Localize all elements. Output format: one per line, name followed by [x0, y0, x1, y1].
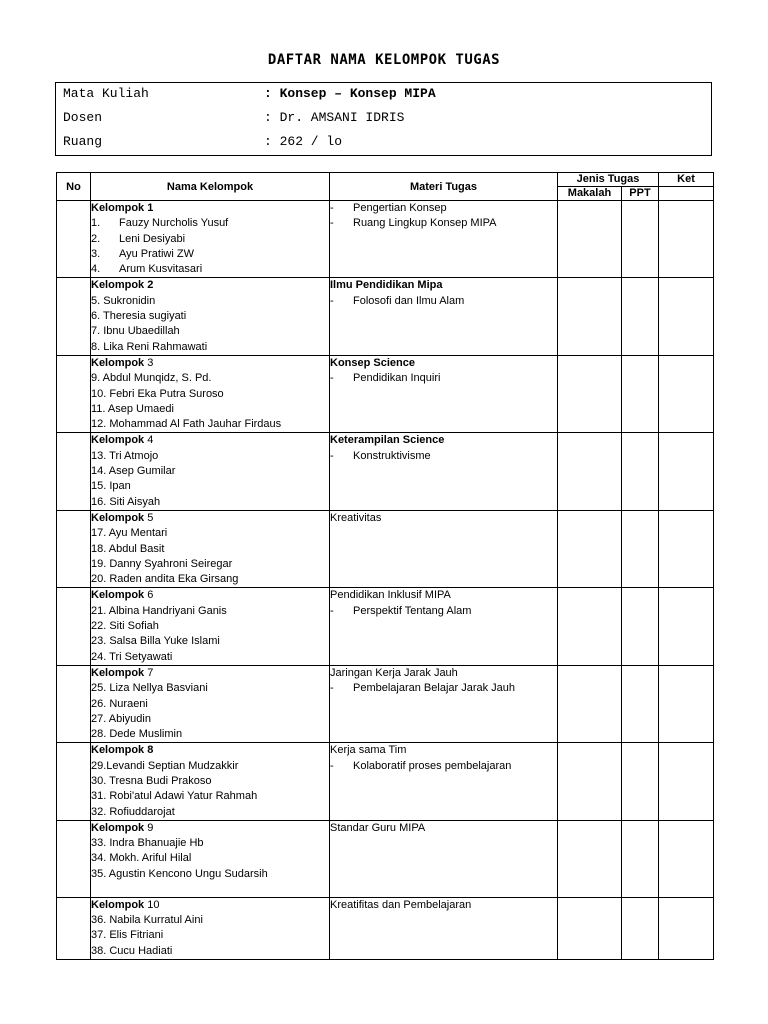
cell-ket: [659, 433, 714, 510]
member-item: [91, 851, 329, 866]
materi-item: [330, 821, 557, 836]
materi-text: Jaringan Kerja Jarak Jauh: [330, 666, 458, 679]
materi-text: Perspektif Tentang Alam: [353, 604, 472, 617]
member-name: 28. Dede Muslimin: [91, 728, 183, 741]
materi-text: Ruang Lingkup Konsep MIPA: [353, 217, 497, 230]
member-name: 5. Sukronidin: [91, 294, 156, 307]
materi-item: [330, 216, 557, 231]
materi-text: Konsep Science: [330, 356, 415, 369]
group-row: [57, 743, 714, 820]
member-name: 9. Abdul Munqidz, S. Pd.: [91, 372, 212, 385]
member-number: 4.: [91, 263, 101, 276]
group-label-bold: Kelompok: [91, 898, 145, 911]
member-item: [91, 247, 329, 262]
group-label: [91, 898, 329, 913]
cell-ppt: [622, 897, 659, 959]
header-jenis-tugas: Jenis Tugas: [558, 173, 659, 187]
group-label-bold: Kelompok: [91, 511, 145, 524]
info-row-lecturer: [63, 109, 703, 127]
group-label: [91, 278, 329, 293]
member-name: 34. Mokh. Ariful Hilal: [91, 852, 192, 865]
member-item: [91, 262, 329, 277]
group-label-rest: 4: [144, 434, 154, 447]
member-name: 33. Indra Bhanuajie Hb: [91, 837, 204, 850]
group-row: [57, 278, 714, 355]
group-label: [91, 433, 329, 448]
member-name: 19. Danny Syahroni Seiregar: [91, 557, 233, 570]
member-item: [91, 557, 329, 572]
cell-makalah: [558, 820, 622, 897]
member-item: [91, 479, 329, 494]
member-name: 8. Lika Reni Rahmawati: [91, 340, 208, 353]
member-name: 36. Nabila Kurratul Aini: [91, 914, 203, 927]
member-item: [91, 634, 329, 649]
header-ket-blank: [659, 187, 714, 201]
cell-materi-tugas: [330, 278, 558, 355]
group-label: [91, 743, 329, 758]
cell-nama-kelompok: [91, 897, 330, 959]
member-number: 2.: [91, 232, 101, 245]
header-no: No: [57, 173, 91, 201]
member-name: 37. Elis Fitriani: [91, 929, 164, 942]
member-item: [91, 774, 329, 789]
bullet-dash: -: [330, 682, 334, 695]
materi-text: Pendidikan Inklusif MIPA: [330, 589, 451, 602]
cell-makalah: [558, 743, 622, 820]
cell-makalah: [558, 897, 622, 959]
member-name: 25. Liza Nellya Basviani: [91, 682, 208, 695]
info-value: : Konsep – Konsep MIPA: [264, 86, 436, 101]
member-item: [91, 697, 329, 712]
cell-nama-kelompok: [91, 433, 330, 510]
materi-item: [330, 433, 557, 448]
info-row-room: [63, 133, 703, 151]
materi-text: Pengertian Konsep: [353, 202, 447, 214]
member-name: 10. Febri Eka Putra Suroso: [91, 387, 224, 400]
materi-text: Kreatifitas dan Pembelajaran: [330, 898, 472, 911]
cell-ppt: [622, 433, 659, 510]
member-item: [91, 495, 329, 510]
member-name: 18. Abdul Basit: [91, 542, 165, 555]
materi-item: [330, 743, 557, 758]
materi-item: [330, 898, 557, 913]
cell-no: [57, 897, 91, 959]
cell-makalah: [558, 433, 622, 510]
member-name: 7. Ibnu Ubaedillah: [91, 325, 180, 338]
member-item: [91, 232, 329, 247]
member-item: [91, 402, 329, 417]
member-name: 22. Siti Sofiah: [91, 620, 159, 633]
group-label-rest: 9: [144, 821, 154, 834]
member-item: [91, 542, 329, 557]
member-name: 26. Nuraeni: [91, 697, 148, 710]
member-name: 24. Tri Setyawati: [91, 650, 173, 663]
cell-materi-tugas: [330, 355, 558, 432]
cell-makalah: [558, 665, 622, 742]
member-name: 13. Tri Atmojo: [91, 449, 159, 462]
cell-no: [57, 433, 91, 510]
member-item: [91, 572, 329, 587]
cell-nama-kelompok: [91, 820, 330, 897]
group-label-bold: Kelompok: [91, 589, 145, 602]
cell-ket: [659, 897, 714, 959]
group-row: [57, 355, 714, 432]
cell-ket: [659, 278, 714, 355]
member-name: 30. Tresna Budi Prakoso: [91, 774, 212, 787]
member-name: 16. Siti Aisyah: [91, 495, 161, 508]
cell-ket: [659, 588, 714, 665]
member-name: Arum Kusvitasari: [119, 263, 203, 276]
materi-item: [330, 371, 557, 386]
member-name: 27. Abiyudin: [91, 712, 151, 725]
member-item: [91, 387, 329, 402]
materi-item: [330, 681, 557, 696]
cell-makalah: [558, 510, 622, 587]
materi-item: [330, 278, 557, 293]
cell-materi-tugas: [330, 433, 558, 510]
group-label: [91, 588, 329, 603]
group-label: [91, 511, 329, 526]
materi-text: Kerja sama Tim: [330, 744, 407, 757]
cell-materi-tugas: [330, 897, 558, 959]
group-label-bold: Kelompok: [91, 666, 145, 679]
bullet-dash: -: [330, 294, 334, 307]
cell-materi-tugas: [330, 665, 558, 742]
member-item: [91, 371, 329, 386]
member-item: [91, 216, 329, 231]
member-item: [91, 789, 329, 804]
materi-item: [330, 294, 557, 309]
cell-ket: [659, 510, 714, 587]
member-item: [91, 294, 329, 309]
cell-ppt: [622, 355, 659, 432]
header-ppt: PPT: [622, 187, 659, 201]
member-name: 32. Rofiuddarojat: [91, 805, 175, 818]
member-item: [91, 604, 329, 619]
materi-item: [330, 588, 557, 603]
cell-makalah: [558, 588, 622, 665]
group-label-rest: 10: [144, 898, 160, 911]
materi-text: Pembelajaran Belajar Jarak Jauh: [353, 682, 516, 695]
member-item: [91, 340, 329, 355]
member-item: [91, 650, 329, 665]
member-name: 23. Salsa Billa Yuke Islami: [91, 635, 220, 648]
member-item: [91, 727, 329, 742]
group-row: [57, 588, 714, 665]
cell-no: [57, 355, 91, 432]
cell-no: [57, 510, 91, 587]
group-row: [57, 665, 714, 742]
cell-no: [57, 743, 91, 820]
materi-item: [330, 449, 557, 464]
cell-ppt: [622, 201, 659, 278]
header-ket: Ket: [659, 173, 714, 187]
member-name: 38. Cucu Hadiati: [91, 944, 173, 957]
member-item: [91, 324, 329, 339]
group-label: [91, 821, 329, 836]
cell-no: [57, 588, 91, 665]
cell-no: [57, 820, 91, 897]
cell-nama-kelompok: [91, 355, 330, 432]
member-item: [91, 944, 329, 959]
cell-nama-kelompok: [91, 588, 330, 665]
materi-text: Konstruktivisme: [353, 449, 431, 462]
cell-ppt: [622, 510, 659, 587]
cell-materi-tugas: [330, 201, 558, 278]
group-row: [57, 510, 714, 587]
materi-text: Standar Guru MIPA: [330, 821, 426, 834]
cell-ket: [659, 201, 714, 278]
cell-nama-kelompok: [91, 510, 330, 587]
member-name: 12. Mohammad Al Fath Jauhar Firdaus: [91, 418, 282, 431]
cell-makalah: [558, 201, 622, 278]
cell-no: [57, 665, 91, 742]
bullet-dash: -: [330, 759, 334, 772]
member-item: [91, 464, 329, 479]
materi-item: [330, 201, 557, 216]
member-name: Ayu Pratiwi ZW: [119, 247, 194, 260]
member-item: [91, 681, 329, 696]
member-item: [91, 619, 329, 634]
course-info-box: [55, 82, 712, 156]
group-label-bold: Kelompok: [91, 356, 145, 369]
group-label-bold: Kelompok 1: [91, 202, 154, 214]
cell-ppt: [622, 820, 659, 897]
bullet-dash: -: [330, 372, 334, 385]
member-item: [91, 449, 329, 464]
group-label-bold: Kelompok 8: [91, 744, 154, 757]
member-name: 17. Ayu Mentari: [91, 527, 168, 540]
materi-text: Kolaboratif proses pembelajaran: [353, 759, 512, 772]
group-label-bold: Kelompok 2: [91, 279, 154, 292]
group-label-bold: Kelompok: [91, 821, 145, 834]
cell-makalah: [558, 355, 622, 432]
group-label: [91, 356, 329, 371]
group-label: [91, 201, 329, 216]
info-label: Ruang: [63, 134, 103, 149]
header-nama-kelompok: Nama Kelompok: [91, 173, 330, 201]
materi-text: Folosofi dan Ilmu Alam: [353, 294, 465, 307]
info-label: Dosen: [63, 110, 103, 125]
materi-text: Kreativitas: [330, 511, 382, 524]
member-item: [91, 526, 329, 541]
member-name: 20. Raden andita Eka Girsang: [91, 573, 239, 586]
cell-ket: [659, 743, 714, 820]
member-item: [91, 836, 329, 851]
member-item: [91, 928, 329, 943]
cell-nama-kelompok: [91, 278, 330, 355]
document-title: DAFTAR NAMA KELOMPOK TUGAS: [267, 52, 501, 68]
member-name: 35. Agustin Kencono Ungu Sudarsih: [91, 867, 268, 880]
group-table: [56, 172, 714, 960]
member-item: [91, 417, 329, 432]
cell-materi-tugas: [330, 820, 558, 897]
cell-no: [57, 201, 91, 278]
group-label-rest: 6: [144, 589, 154, 602]
materi-item: [330, 511, 557, 526]
info-value: : Dr. AMSANI IDRIS: [264, 110, 405, 125]
member-item: [91, 759, 329, 774]
cell-nama-kelompok: [91, 743, 330, 820]
group-table-body: [57, 201, 714, 960]
member-number: 3.: [91, 247, 101, 260]
group-row: [57, 433, 714, 510]
materi-text: Keterampilan Science: [330, 434, 445, 447]
bullet-dash: -: [330, 202, 334, 214]
materi-item: [330, 759, 557, 774]
member-name: 6. Theresia sugiyati: [91, 310, 187, 323]
group-label-rest: 7: [144, 666, 154, 679]
cell-ppt: [622, 743, 659, 820]
materi-item: [330, 356, 557, 371]
cell-ppt: [622, 588, 659, 665]
cell-ppt: [622, 278, 659, 355]
member-item: [91, 867, 329, 882]
materi-text: Ilmu Pendidikan Mipa: [330, 279, 443, 292]
member-name: 15. Ipan: [91, 480, 131, 493]
group-label-bold: Kelompok: [91, 434, 145, 447]
cell-ket: [659, 355, 714, 432]
member-name: 31. Robi'atul Adawi Yatur Rahmah: [91, 790, 258, 803]
cell-ppt: [622, 665, 659, 742]
cell-materi-tugas: [330, 743, 558, 820]
cell-nama-kelompok: [91, 201, 330, 278]
cell-ket: [659, 820, 714, 897]
cell-no: [57, 278, 91, 355]
materi-text: Pendidikan Inquiri: [353, 372, 441, 385]
info-label: Mata Kuliah: [63, 86, 149, 101]
group-row: [57, 820, 714, 897]
member-name: 21. Albina Handriyani Ganis: [91, 604, 227, 617]
cell-makalah: [558, 278, 622, 355]
member-name: Leni Desiyabi: [119, 232, 186, 245]
group-row: [57, 201, 714, 278]
header-materi-tugas: Materi Tugas: [330, 173, 558, 201]
member-item: [91, 309, 329, 324]
member-item: [91, 913, 329, 928]
cell-ket: [659, 665, 714, 742]
cell-materi-tugas: [330, 588, 558, 665]
info-value: : 262 / lo: [264, 134, 343, 149]
group-label: [91, 666, 329, 681]
bullet-dash: -: [330, 604, 334, 617]
bullet-dash: -: [330, 217, 334, 230]
cell-nama-kelompok: [91, 665, 330, 742]
member-name: 29.Levandi Septian Mudzakkir: [91, 759, 239, 772]
member-item: [91, 805, 329, 820]
member-number: 1.: [91, 217, 101, 230]
group-row: [57, 897, 714, 959]
info-row-course: [63, 85, 703, 103]
header-makalah: Makalah: [558, 187, 622, 201]
group-label-rest: 3: [144, 356, 154, 369]
cell-materi-tugas: [330, 510, 558, 587]
member-name: Fauzy Nurcholis Yusuf: [119, 217, 229, 230]
bullet-dash: -: [330, 449, 334, 462]
group-label-rest: 5: [144, 511, 154, 524]
member-name: 14. Asep Gumilar: [91, 465, 176, 478]
member-item: [91, 712, 329, 727]
materi-item: [330, 604, 557, 619]
member-name: 11. Asep Umaedi: [91, 402, 174, 415]
materi-item: [330, 666, 557, 681]
